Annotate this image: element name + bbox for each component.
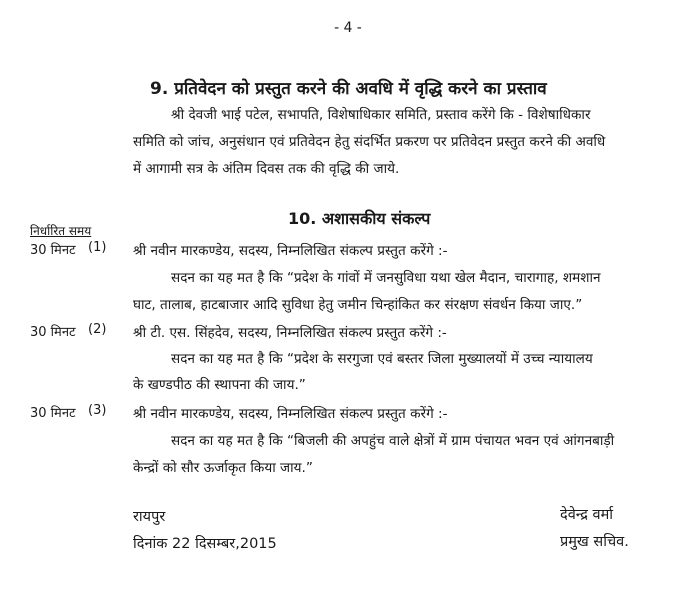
item-2-resolution-line-2: के खण्डपीठ की स्थापना की जाय.” xyxy=(133,377,306,393)
item-2-number: (2) xyxy=(88,322,107,337)
section-9-line-3: में आगामी सत्र के अंतिम दिवस तक की वृद्धि की जाये. xyxy=(133,161,400,177)
section-9-line-1: श्री देवजी भाई पटेल, सभापति, विशेषाधिकार समिति, प्रस्ताव करेंगे कि - विशेषाधिकार xyxy=(171,107,591,123)
section-9-line-2: समिति को जांच, अनुसंधान एवं प्रतिवेदन हेतु संदर्भित प्रकरण पर प्रतिवेदन प्रस्तुत करने की अवधि xyxy=(133,134,606,150)
item-3-resolution-line-1: सदन का यह मत है कि “बिजली की अपहुंच वाले क्षेत्रों में ग्राम पंचायत भवन एवं आंगनबाड़ी xyxy=(171,433,615,449)
item-2-mover: श्री टी. एस. सिंहदेव, सदस्य, निम्नलिखित संकल्प प्रस्तुत करेंगे :- xyxy=(133,325,447,341)
date: दिनांक 22 दिसम्बर,2015 xyxy=(133,536,277,552)
section-10-heading: 10. अशासकीय संकल्प xyxy=(288,209,431,228)
allotted-time-label: निर्धारित समय xyxy=(30,224,92,238)
item-2-time: 30 मिनट xyxy=(30,325,76,340)
item-3-number: (3) xyxy=(88,403,107,418)
item-1-time: 30 मिनट xyxy=(30,243,76,258)
section-9-heading: 9. प्रतिवेदन को प्रस्तुत करने की अवधि में वृद्धि करने का प्रस्ताव xyxy=(150,79,547,99)
item-3-mover: श्री नवीन मारकण्डेय, सदस्य, निम्नलिखित संकल्प प्रस्तुत करेंगे :- xyxy=(133,406,448,422)
item-1-number: (1) xyxy=(88,240,107,255)
item-3-time: 30 मिनट xyxy=(30,406,76,421)
signatory-designation: प्रमुख सचिव. xyxy=(560,534,629,550)
signatory-name: देवेन्द्र वर्मा xyxy=(560,507,614,523)
item-1-mover: श्री नवीन मारकण्डेय, सदस्य, निम्नलिखित संकल्प प्रस्तुत करेंगे :- xyxy=(133,243,448,259)
item-1-resolution-line-1: सदन का यह मत है कि “प्रदेश के गांवों में जनसुविधा यथा खेल मैदान, चारागाह, शमशान xyxy=(171,270,601,286)
item-3-resolution-line-2: केन्द्रों को सौर ऊर्जाकृत किया जाय.” xyxy=(133,460,313,476)
item-1-resolution-line-2: घाट, तालाब, हाटबाजार आदि सुविधा हेतु जमीन चिन्हांकित कर संरक्षण संवर्धन किया जाए.” xyxy=(133,297,583,313)
place: रायपुर xyxy=(133,509,166,525)
page-number: - 4 - xyxy=(334,20,362,36)
item-2-resolution-line-1: सदन का यह मत है कि “प्रदेश के सरगुजा एवं बस्तर जिला मुख्यालयों में उच्च न्यायालय xyxy=(171,351,593,367)
